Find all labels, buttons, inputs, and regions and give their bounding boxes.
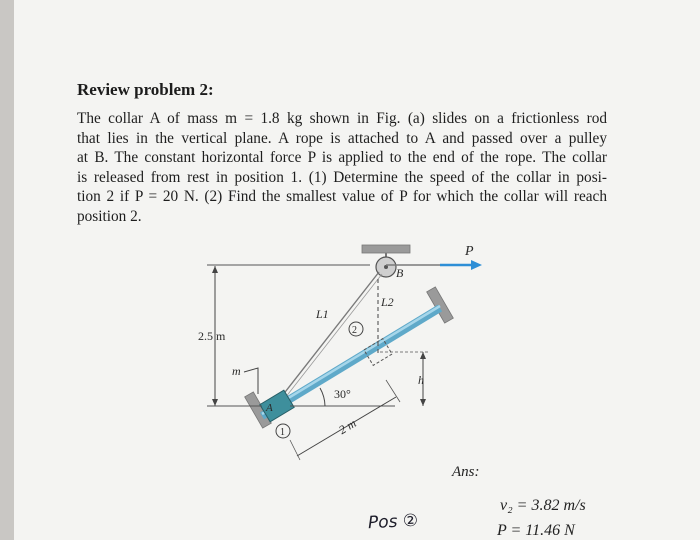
length-extension-1 bbox=[290, 440, 300, 460]
problem-heading: Review problem 2: bbox=[77, 80, 214, 99]
statement-line-3: at B. The constant horizontal force P is applied to the end of the rope. The collar bbox=[77, 149, 607, 167]
h-arrow-top bbox=[420, 352, 426, 359]
height-arrow-top bbox=[212, 266, 218, 273]
label-pulley-b: B bbox=[396, 266, 404, 280]
force-arrowhead bbox=[471, 260, 482, 270]
answer-v2: v₂ = 3.82 m/s bbox=[500, 497, 586, 514]
handwritten-note: Pos ② bbox=[367, 510, 419, 534]
statement-line-4: is released from rest in position 1. (1) Determine the speed of the collar in posi- bbox=[77, 168, 607, 186]
label-length: 2 m bbox=[336, 415, 359, 438]
label-position-2: 2 bbox=[352, 325, 357, 336]
h-arrow-bottom bbox=[420, 399, 426, 406]
label-force-p: P bbox=[465, 244, 474, 259]
statement-line-5: tion 2 if P = 20 N. (2) Find the smallest value of P for which the collar will reach bbox=[77, 188, 607, 206]
rope-l1-shadow bbox=[285, 274, 382, 398]
label-l1: L1 bbox=[316, 307, 329, 321]
ceiling-support bbox=[362, 245, 410, 253]
label-mass: m bbox=[232, 364, 241, 378]
label-angle: 30° bbox=[334, 387, 351, 401]
statement-line-2: that lies in the vertical plane. A rope is attached to A and passed over a pulley bbox=[77, 129, 607, 147]
angle-arc bbox=[320, 388, 325, 406]
label-height: 2.5 m bbox=[198, 329, 226, 343]
label-l2: L2 bbox=[381, 295, 394, 309]
answer-p: P = 11.46 N bbox=[497, 522, 575, 539]
mass-pointer bbox=[244, 368, 258, 394]
label-position-1: 1 bbox=[280, 427, 285, 438]
height-arrow-bottom bbox=[212, 399, 218, 406]
label-collar-a: A bbox=[266, 402, 273, 414]
statement-line-1: The collar A of mass m = 1.8 kg shown in Fig. (a) slides on a frictionless rod bbox=[77, 110, 607, 127]
label-h: h bbox=[418, 373, 424, 387]
statement-line-6: position 2. bbox=[77, 207, 142, 225]
answer-label: Ans: bbox=[452, 464, 480, 480]
